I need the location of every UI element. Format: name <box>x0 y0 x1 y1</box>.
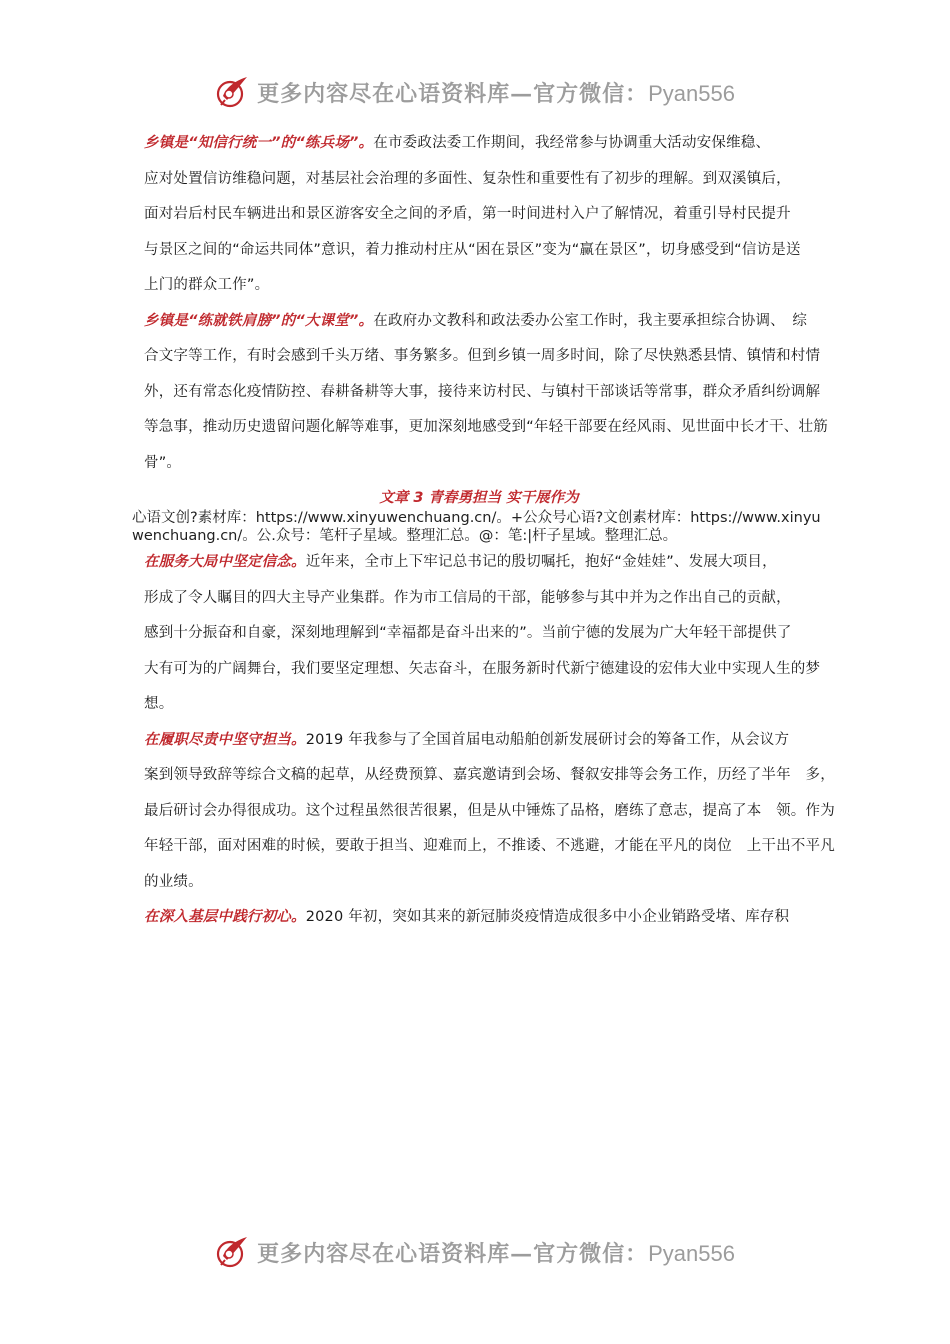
paragraph-lead: 乡镇是“练就铁肩膀”的“大课堂”。 <box>144 312 374 329</box>
paragraph-lead: 在履职尽责中坚守担当。 <box>144 731 306 748</box>
paragraph-lead: 在深入基层中践行初心。 <box>144 909 306 925</box>
quill-logo-icon <box>215 1234 251 1270</box>
paragraph: 乡镇是“练就铁肩膀”的“大课堂”。在政府办文教科和政法委办公室工作时，我主要承担综合协调、 综 合文字等工作，有时会感到千头万绪、事务繁多。但到乡镇一周多时间，除了尽快熟悉县情、镇情和村情 外，还有常态化疫情防控、春耕备耕等大事，接待来访村民、与镇村干部谈话等常事，群众矛盾纠纷调解 等急事，推动历史遗留问题化解等难事，更加深刻地感受到“年轻干部要在经风雨、见世面中长才干、壮筋 骨”。 <box>144 312 828 471</box>
banner-text: 更多内容尽在心语资料库—官方微信：Pyan556 <box>257 1240 735 1267</box>
paragraph: 在深入基层中践行初心。2020 年初，突如其来的新冠肺炎疫情造成很多中小企业销路受堵、库存积 <box>144 909 790 925</box>
source-note: 心语文创?素材库：https://www.xinyuwenchuang.cn/。+公众号心语?文创素材库：https://www.xinyuwenchuang.cn/。公.众号：笔杆子星域。整理汇总。@：笔:|杆子星域。整理汇总。 <box>132 510 821 544</box>
paragraph: 在服务大局中坚定信念。近年来，全市上下牢记总书记的殷切嘱托，抱好“金娃娃”、发展大项目， 形成了令人瞩目的四大主导产业集群。作为市工信局的干部，能够参与其中并为之作出自己的贡献， 感到十分振奋和自豪，深刻地理解到“幸福都是奋斗出来的”。当前宁德的发展为广大年轻干部提供了 大有可为的广阔舞台，我们要坚定理想、矢志奋斗，在服务新时代新宁德建设的宏伟大业中实现人生的梦 想。 <box>144 554 821 712</box>
paragraph-lead: 在服务大局中坚定信念。 <box>144 554 306 570</box>
paragraph: 乡镇是“知信行统一”的“练兵场”。在市委政法委工作期间，我经常参与协调重大活动安保维稳、 应对处置信访维稳问题，对基层社会治理的多面性、复杂性和重要性有了初步的理解。到双溪镇后， 面对岩后村民车辆进出和景区游客安全之间的矛盾，第一时间进村入户了解情况，着重引导村民提升 与景区之间的“命运共同体”意识，着力推动村庄从“困在景区”变为“赢在景区”，切身感受到“信访是送 上门的群众工作”。 <box>144 135 801 293</box>
header-banner <box>0 72 950 112</box>
section-title: 文章 3 青春勇担当 实干展作为 <box>379 490 579 506</box>
banner-text: 更多内容尽在心语资料库—官方微信：Pyan556 <box>257 80 735 107</box>
paragraph-lead: 乡镇是“知信行统一”的“练兵场”。 <box>144 135 374 151</box>
quill-logo-icon <box>215 74 251 110</box>
footer-banner <box>0 1232 950 1272</box>
paragraph: 在履职尽责中坚守担当。2019 年我参与了全国首届电动船舶创新发展研讨会的筹备工作，从会议方 案到领导致辞等综合文稿的起草，从经费预算、嘉宾邀请到会场、餐叙安排等会务工作，历经了半年 多， 最后研讨会办得很成功。这个过程虽然很苦很累，但是从中锤炼了品格，磨练了意志，提高了本 领。作为 年轻干部，面对困难的时候，要敢于担当、迎难而上，不推诿、不逃避，才能在平凡的岗位 上干出不平凡 的业绩。 <box>144 731 835 890</box>
document-body <box>132 126 835 936</box>
